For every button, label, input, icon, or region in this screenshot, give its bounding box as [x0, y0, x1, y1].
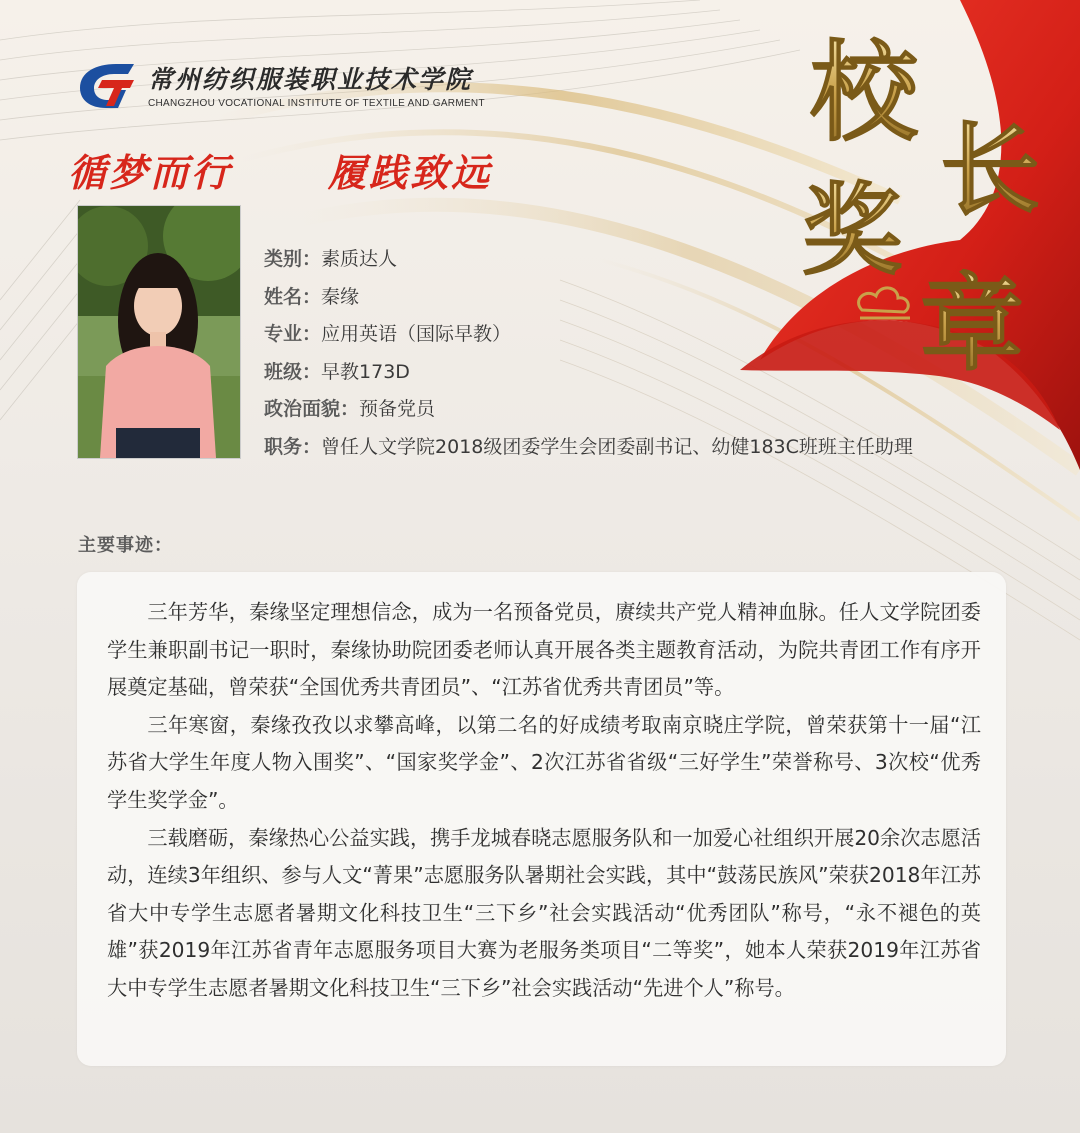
field-label: 专业： — [264, 323, 322, 346]
field-political-status — [264, 396, 913, 434]
student-photo — [77, 205, 241, 459]
field-category — [264, 246, 913, 284]
school-logo — [72, 56, 485, 116]
field-label: 政治面貌： — [264, 398, 360, 421]
award-char-3: 奖 — [802, 171, 902, 289]
school-logo-icon — [72, 60, 138, 110]
field-position — [264, 434, 913, 472]
award-char-2: 长 — [940, 111, 1040, 229]
field-label: 班级： — [264, 360, 322, 383]
school-name-en: CHANGZHOU VOCATIONAL INSTITUTE OF TEXTILE AND GARMENT — [148, 98, 485, 109]
field-label: 类别： — [264, 248, 322, 270]
deeds-text — [107, 594, 981, 1008]
field-label: 职务： — [264, 435, 322, 458]
deeds-paragraph: 三载磨砺，秦缘热心公益实践，携手龙城春晓志愿服务队和一加爱心社组织开展20余次志愿活动，连续3年组织、参与人文“菁果”志愿服务队暑期社会实践，其中“鼓荡民族风”荣获2018年江苏省大中专学生志愿者暑期文化科技卫生“三下乡”社会实践活动“优秀团队”称号，“永不褪色的英雄”获2019年江苏省青年志愿服务项目大赛为老服务类项目“二等奖”，她本人荣获2019年江苏省大中专学生志愿者暑期文化科技卫生“三下乡”社会实践活动“先进个人”称号。 — [107, 825, 981, 1000]
field-value: 预备党员 — [359, 398, 436, 421]
field-label: 姓名： — [264, 285, 322, 308]
profile-info — [264, 246, 913, 472]
field-value: 素质达人 — [321, 248, 398, 270]
deeds-card — [77, 572, 1006, 1066]
deeds-title: 主要事迹： — [78, 535, 173, 556]
field-class — [264, 359, 913, 397]
field-major — [264, 321, 913, 359]
slogan-1: 循梦而行 — [68, 151, 233, 195]
slogan-2: 履践致远 — [328, 151, 493, 195]
deeds-paragraph: 三年芳华，秦缘坚定理想信念，成为一名预备党员，赓续共产党人精神血脉。任人文学院团委学生兼职副书记一职时，秦缘协助院团委老师认真开展各类主题教育活动，为院共青团工作有序开展奠定基础，曾荣获“全国优秀共青团员”、“江苏省优秀共青团员”等。 — [107, 600, 981, 700]
portrait-image — [78, 206, 240, 458]
deeds-paragraph: 三年寒窗，秦缘孜孜以求攀高峰，以第二名的好成绩考取南京晓庄学院，曾荣获第十一届“江苏省大学生年度人物入围奖”、“国家奖学金”、2次江苏省省级“三好学生”荣誉称号、3次校“优秀学生奖学金”。 — [107, 712, 981, 812]
field-name — [264, 284, 913, 322]
award-char-1: 校 — [810, 30, 919, 156]
field-value: 曾任人文学院2018级团委学生会团委副书记、幼健183C班班主任助理 — [321, 435, 913, 458]
school-name-cn: 常州纺织服装职业技术学院 — [148, 65, 473, 94]
field-value: 早教173D — [321, 360, 410, 383]
field-value: 应用英语（国际早教） — [321, 323, 512, 346]
field-value: 秦缘 — [321, 285, 360, 308]
award-char-4: 章 — [920, 262, 1025, 385]
